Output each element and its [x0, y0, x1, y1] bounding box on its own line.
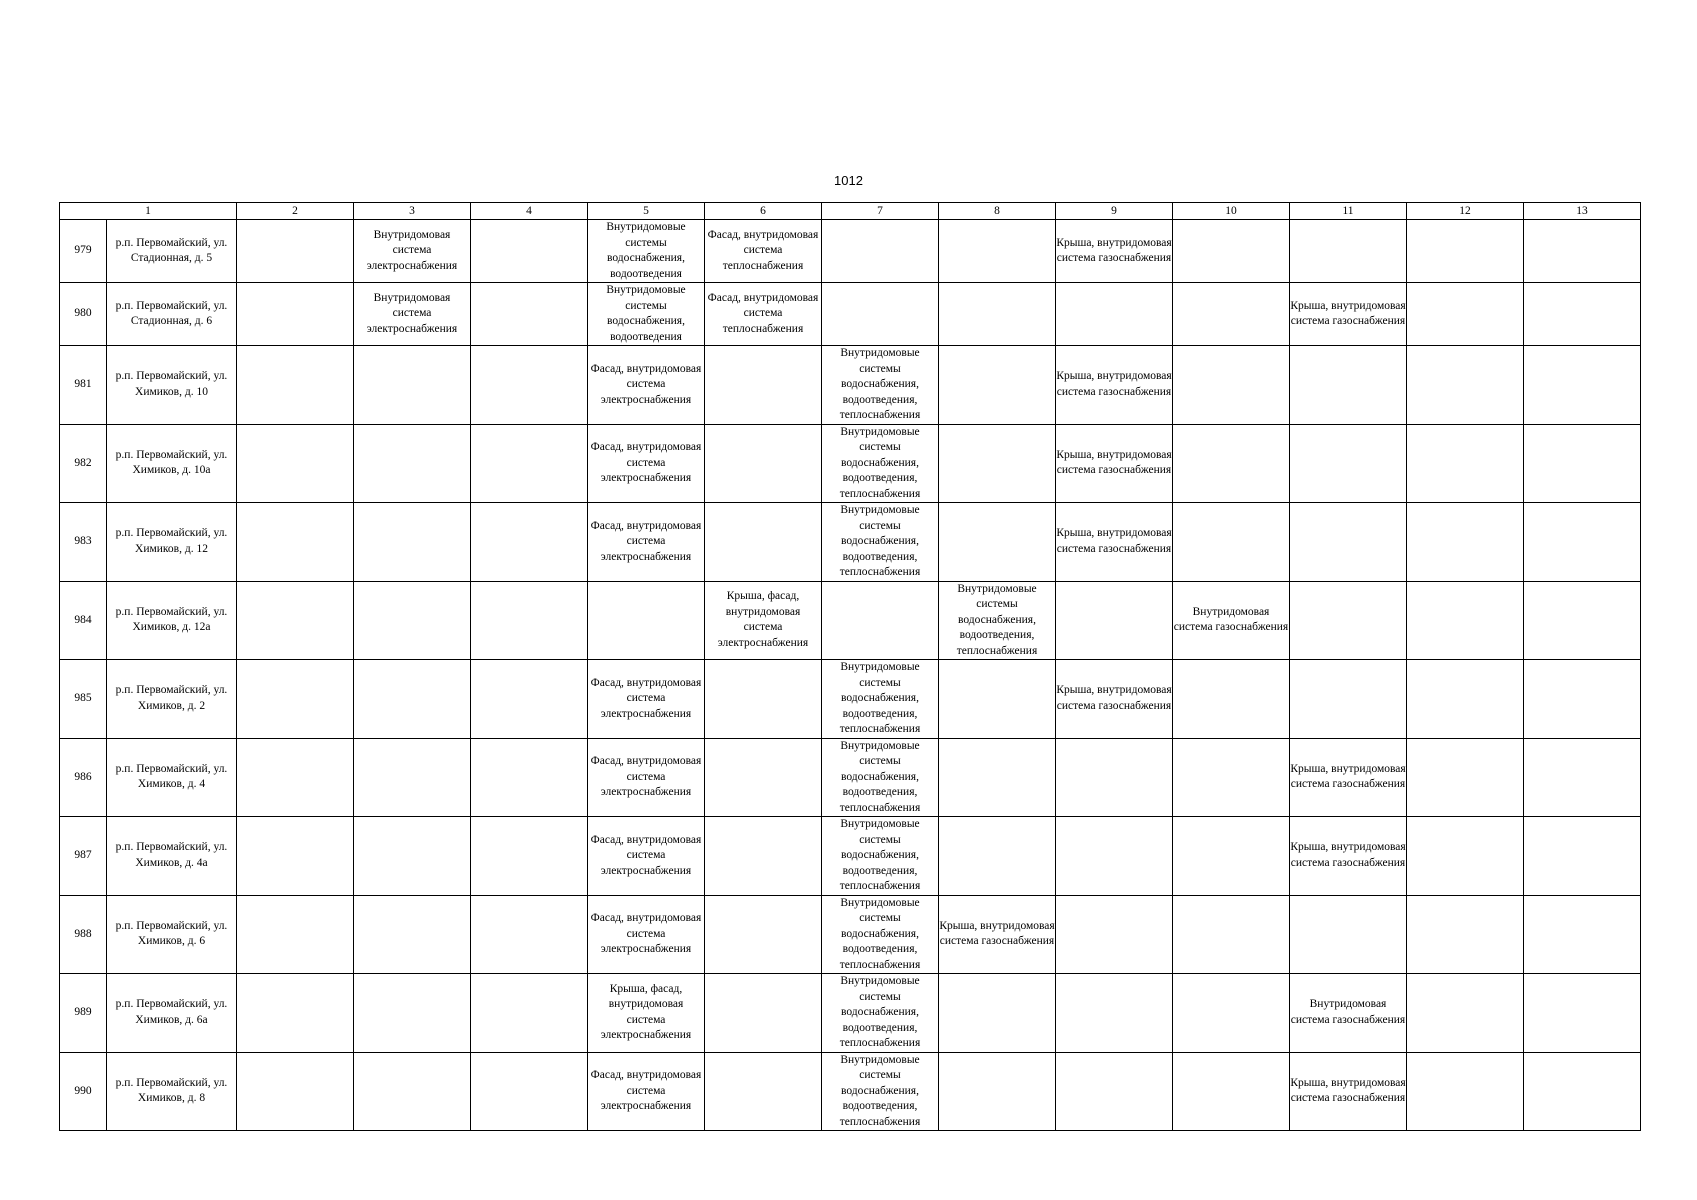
- work-cell-col-9: [1056, 581, 1173, 660]
- work-cell-col-11: [1290, 503, 1407, 582]
- work-cell-col-3: [354, 817, 471, 896]
- work-cell-col-12: [1407, 503, 1524, 582]
- work-cell-col-9: [1056, 974, 1173, 1053]
- work-cell-col-4: [471, 817, 588, 896]
- work-cell-col-12: [1407, 817, 1524, 896]
- work-cell-col-9: [1056, 895, 1173, 974]
- work-cell-col-11: [1290, 895, 1407, 974]
- table-row: [60, 283, 1641, 346]
- work-cell-col-6: [705, 738, 822, 817]
- work-cell-col-13: [1524, 220, 1641, 283]
- work-cell-col-6: [705, 660, 822, 739]
- work-cell-col-13: [1524, 424, 1641, 503]
- work-cell-col-3: [354, 738, 471, 817]
- work-cell-col-5: [588, 581, 705, 660]
- column-header: 6: [705, 203, 822, 220]
- table-row: [60, 974, 1641, 1053]
- work-cell-col-8: [939, 817, 1056, 896]
- work-cell-col-13: [1524, 503, 1641, 582]
- work-cell-col-9: Крыша, внутридомовая система газоснабжения: [1056, 346, 1173, 425]
- column-header: 5: [588, 203, 705, 220]
- work-cell-col-5: Фасад, внутридомовая система электроснабжения: [588, 424, 705, 503]
- work-cell-col-6: [705, 974, 822, 1053]
- work-cell-col-10: [1173, 660, 1290, 739]
- row-number: 981: [60, 346, 107, 425]
- work-cell-col-12: [1407, 1052, 1524, 1131]
- table-row: [60, 817, 1641, 896]
- row-number: 986: [60, 738, 107, 817]
- address-cell: р.п. Первомайский, ул. Химиков, д. 10а: [107, 424, 237, 503]
- work-cell-col-12: [1407, 283, 1524, 346]
- column-header: 7: [822, 203, 939, 220]
- work-cell-col-4: [471, 660, 588, 739]
- row-number: 983: [60, 503, 107, 582]
- work-cell-col-8: [939, 283, 1056, 346]
- work-cell-col-9: Крыша, внутридомовая система газоснабжения: [1056, 220, 1173, 283]
- work-cell-col-3: Внутридомовая система электроснабжения: [354, 220, 471, 283]
- column-header: 11: [1290, 203, 1407, 220]
- work-cell-col-4: [471, 974, 588, 1053]
- work-cell-col-7: [822, 581, 939, 660]
- work-cell-col-6: [705, 424, 822, 503]
- work-cell-col-13: [1524, 1052, 1641, 1131]
- work-cell-col-6: Фасад, внутридомовая система теплоснабжения: [705, 283, 822, 346]
- page-number: 1012: [834, 173, 863, 188]
- address-cell: р.п. Первомайский, ул. Химиков, д. 10: [107, 346, 237, 425]
- column-header: 2: [237, 203, 354, 220]
- work-cell-col-6: [705, 503, 822, 582]
- column-header: 3: [354, 203, 471, 220]
- work-cell-col-9: [1056, 817, 1173, 896]
- work-cell-col-2: [237, 220, 354, 283]
- work-cell-col-2: [237, 346, 354, 425]
- work-cell-col-12: [1407, 346, 1524, 425]
- work-cell-col-12: [1407, 424, 1524, 503]
- work-cell-col-12: [1407, 974, 1524, 1053]
- column-header: 10: [1173, 203, 1290, 220]
- work-cell-col-5: Фасад, внутридомовая система электроснабжения: [588, 738, 705, 817]
- column-header: 13: [1524, 203, 1641, 220]
- work-cell-col-8: [939, 738, 1056, 817]
- work-cell-col-8: [939, 503, 1056, 582]
- work-cell-col-7: Внутридомовые системы водоснабжения, водоотведения, теплоснабжения: [822, 660, 939, 739]
- works-schedule-table: [59, 202, 1641, 1131]
- work-cell-col-8: Крыша, внутридомовая система газоснабжения: [939, 895, 1056, 974]
- work-cell-col-8: [939, 974, 1056, 1053]
- work-cell-col-8: Внутридомовые системы водоснабжения, водоотведения, теплоснабжения: [939, 581, 1056, 660]
- work-cell-col-2: [237, 283, 354, 346]
- work-cell-col-6: Фасад, внутридомовая система теплоснабжения: [705, 220, 822, 283]
- table-row: [60, 581, 1641, 660]
- work-cell-col-7: Внутридомовые системы водоснабжения, водоотведения, теплоснабжения: [822, 817, 939, 896]
- work-cell-col-10: [1173, 283, 1290, 346]
- work-cell-col-3: [354, 424, 471, 503]
- work-cell-col-6: [705, 817, 822, 896]
- column-header: 9: [1056, 203, 1173, 220]
- row-number: 982: [60, 424, 107, 503]
- work-cell-col-8: [939, 1052, 1056, 1131]
- address-cell: р.п. Первомайский, ул. Химиков, д. 12а: [107, 581, 237, 660]
- row-number: 979: [60, 220, 107, 283]
- table-row: [60, 346, 1641, 425]
- work-cell-col-13: [1524, 974, 1641, 1053]
- work-cell-col-2: [237, 817, 354, 896]
- work-cell-col-3: [354, 660, 471, 739]
- address-cell: р.п. Первомайский, ул. Химиков, д. 8: [107, 1052, 237, 1131]
- work-cell-col-2: [237, 974, 354, 1053]
- work-cell-col-12: [1407, 660, 1524, 739]
- table-row: [60, 1052, 1641, 1131]
- work-cell-col-3: Внутридомовая система электроснабжения: [354, 283, 471, 346]
- work-cell-col-10: [1173, 974, 1290, 1053]
- work-cell-col-7: Внутридомовые системы водоснабжения, водоотведения, теплоснабжения: [822, 346, 939, 425]
- work-cell-col-5: Фасад, внутридомовая система электроснабжения: [588, 503, 705, 582]
- column-header: 8: [939, 203, 1056, 220]
- work-cell-col-12: [1407, 220, 1524, 283]
- work-cell-col-8: [939, 660, 1056, 739]
- work-cell-col-3: [354, 503, 471, 582]
- work-cell-col-11: [1290, 346, 1407, 425]
- address-cell: р.п. Первомайский, ул. Химиков, д. 12: [107, 503, 237, 582]
- row-number: 984: [60, 581, 107, 660]
- work-cell-col-10: [1173, 220, 1290, 283]
- work-cell-col-4: [471, 581, 588, 660]
- table-row: [60, 424, 1641, 503]
- work-cell-col-2: [237, 581, 354, 660]
- work-cell-col-8: [939, 346, 1056, 425]
- row-number: 987: [60, 817, 107, 896]
- address-cell: р.п. Первомайский, ул. Химиков, д. 4а: [107, 817, 237, 896]
- work-cell-col-13: [1524, 581, 1641, 660]
- table-row: [60, 220, 1641, 283]
- column-header: 4: [471, 203, 588, 220]
- address-cell: р.п. Первомайский, ул. Химиков, д. 2: [107, 660, 237, 739]
- work-cell-col-13: [1524, 346, 1641, 425]
- column-header: 1: [60, 203, 237, 220]
- work-cell-col-8: [939, 220, 1056, 283]
- work-cell-col-13: [1524, 660, 1641, 739]
- work-cell-col-7: Внутридомовые системы водоснабжения, водоотведения, теплоснабжения: [822, 503, 939, 582]
- row-number: 980: [60, 283, 107, 346]
- work-cell-col-11: Крыша, внутридомовая система газоснабжения: [1290, 1052, 1407, 1131]
- work-cell-col-11: Крыша, внутридомовая система газоснабжения: [1290, 283, 1407, 346]
- work-cell-col-2: [237, 660, 354, 739]
- work-cell-col-12: [1407, 581, 1524, 660]
- work-cell-col-11: [1290, 660, 1407, 739]
- work-cell-col-3: [354, 974, 471, 1053]
- work-cell-col-4: [471, 283, 588, 346]
- work-cell-col-3: [354, 346, 471, 425]
- work-cell-col-7: Внутридомовые системы водоснабжения, водоотведения, теплоснабжения: [822, 895, 939, 974]
- work-cell-col-3: [354, 581, 471, 660]
- work-cell-col-4: [471, 895, 588, 974]
- address-cell: р.п. Первомайский, ул. Химиков, д. 6а: [107, 974, 237, 1053]
- work-cell-col-13: [1524, 895, 1641, 974]
- work-cell-col-6: [705, 895, 822, 974]
- row-number: 989: [60, 974, 107, 1053]
- column-header: 12: [1407, 203, 1524, 220]
- work-cell-col-3: [354, 1052, 471, 1131]
- work-cell-col-4: [471, 346, 588, 425]
- work-cell-col-7: Внутридомовые системы водоснабжения, водоотведения, теплоснабжения: [822, 1052, 939, 1131]
- work-cell-col-4: [471, 738, 588, 817]
- work-cell-col-12: [1407, 738, 1524, 817]
- work-cell-col-4: [471, 503, 588, 582]
- address-cell: р.п. Первомайский, ул. Стадионная, д. 5: [107, 220, 237, 283]
- table-row: [60, 660, 1641, 739]
- work-cell-col-6: [705, 1052, 822, 1131]
- work-cell-col-10: [1173, 895, 1290, 974]
- work-cell-col-2: [237, 895, 354, 974]
- work-cell-col-4: [471, 1052, 588, 1131]
- work-cell-col-2: [237, 1052, 354, 1131]
- work-cell-col-4: [471, 220, 588, 283]
- work-cell-col-9: [1056, 738, 1173, 817]
- work-cell-col-7: [822, 283, 939, 346]
- row-number: 988: [60, 895, 107, 974]
- work-cell-col-2: [237, 503, 354, 582]
- work-cell-col-5: Внутридомовые системы водоснабжения, водоотведения: [588, 283, 705, 346]
- work-cell-col-7: Внутридомовые системы водоснабжения, водоотведения, теплоснабжения: [822, 974, 939, 1053]
- work-cell-col-10: [1173, 817, 1290, 896]
- work-cell-col-10: [1173, 1052, 1290, 1131]
- table-row: [60, 503, 1641, 582]
- work-cell-col-10: [1173, 738, 1290, 817]
- work-cell-col-12: [1407, 895, 1524, 974]
- work-cell-col-9: Крыша, внутридомовая система газоснабжения: [1056, 660, 1173, 739]
- work-cell-col-6: [705, 346, 822, 425]
- address-cell: р.п. Первомайский, ул. Химиков, д. 4: [107, 738, 237, 817]
- address-cell: р.п. Первомайский, ул. Стадионная, д. 6: [107, 283, 237, 346]
- row-number: 985: [60, 660, 107, 739]
- work-cell-col-11: [1290, 424, 1407, 503]
- work-cell-col-3: [354, 895, 471, 974]
- work-cell-col-13: [1524, 283, 1641, 346]
- work-cell-col-13: [1524, 738, 1641, 817]
- work-cell-col-10: Внутридомовая система газоснабжения: [1173, 581, 1290, 660]
- work-cell-col-9: [1056, 1052, 1173, 1131]
- work-cell-col-7: Внутридомовые системы водоснабжения, водоотведения, теплоснабжения: [822, 424, 939, 503]
- work-cell-col-5: Внутридомовые системы водоснабжения, водоотведения: [588, 220, 705, 283]
- work-cell-col-11: Внутридомовая система газоснабжения: [1290, 974, 1407, 1053]
- work-cell-col-5: Фасад, внутридомовая система электроснабжения: [588, 346, 705, 425]
- work-cell-col-2: [237, 738, 354, 817]
- work-cell-col-10: [1173, 503, 1290, 582]
- table-row: [60, 895, 1641, 974]
- work-cell-col-10: [1173, 346, 1290, 425]
- work-cell-col-4: [471, 424, 588, 503]
- work-cell-col-9: [1056, 283, 1173, 346]
- work-cell-col-7: [822, 220, 939, 283]
- work-cell-col-13: [1524, 817, 1641, 896]
- work-cell-col-5: Фасад, внутридомовая система электроснабжения: [588, 660, 705, 739]
- work-cell-col-5: Фасад, внутридомовая система электроснабжения: [588, 817, 705, 896]
- work-cell-col-7: Внутридомовые системы водоснабжения, водоотведения, теплоснабжения: [822, 738, 939, 817]
- work-cell-col-11: [1290, 581, 1407, 660]
- work-cell-col-5: Фасад, внутридомовая система электроснабжения: [588, 895, 705, 974]
- work-cell-col-10: [1173, 424, 1290, 503]
- work-cell-col-11: Крыша, внутридомовая система газоснабжения: [1290, 817, 1407, 896]
- work-cell-col-2: [237, 424, 354, 503]
- work-cell-col-9: Крыша, внутридомовая система газоснабжения: [1056, 503, 1173, 582]
- work-cell-col-11: [1290, 220, 1407, 283]
- work-cell-col-11: Крыша, внутридомовая система газоснабжения: [1290, 738, 1407, 817]
- header-row: [60, 203, 1641, 220]
- work-cell-col-9: Крыша, внутридомовая система газоснабжения: [1056, 424, 1173, 503]
- work-cell-col-8: [939, 424, 1056, 503]
- work-cell-col-6: Крыша, фасад, внутридомовая система электроснабжения: [705, 581, 822, 660]
- work-cell-col-5: Крыша, фасад, внутридомовая система электроснабжения: [588, 974, 705, 1053]
- work-cell-col-5: Фасад, внутридомовая система электроснабжения: [588, 1052, 705, 1131]
- row-number: 990: [60, 1052, 107, 1131]
- address-cell: р.п. Первомайский, ул. Химиков, д. 6: [107, 895, 237, 974]
- table-row: [60, 738, 1641, 817]
